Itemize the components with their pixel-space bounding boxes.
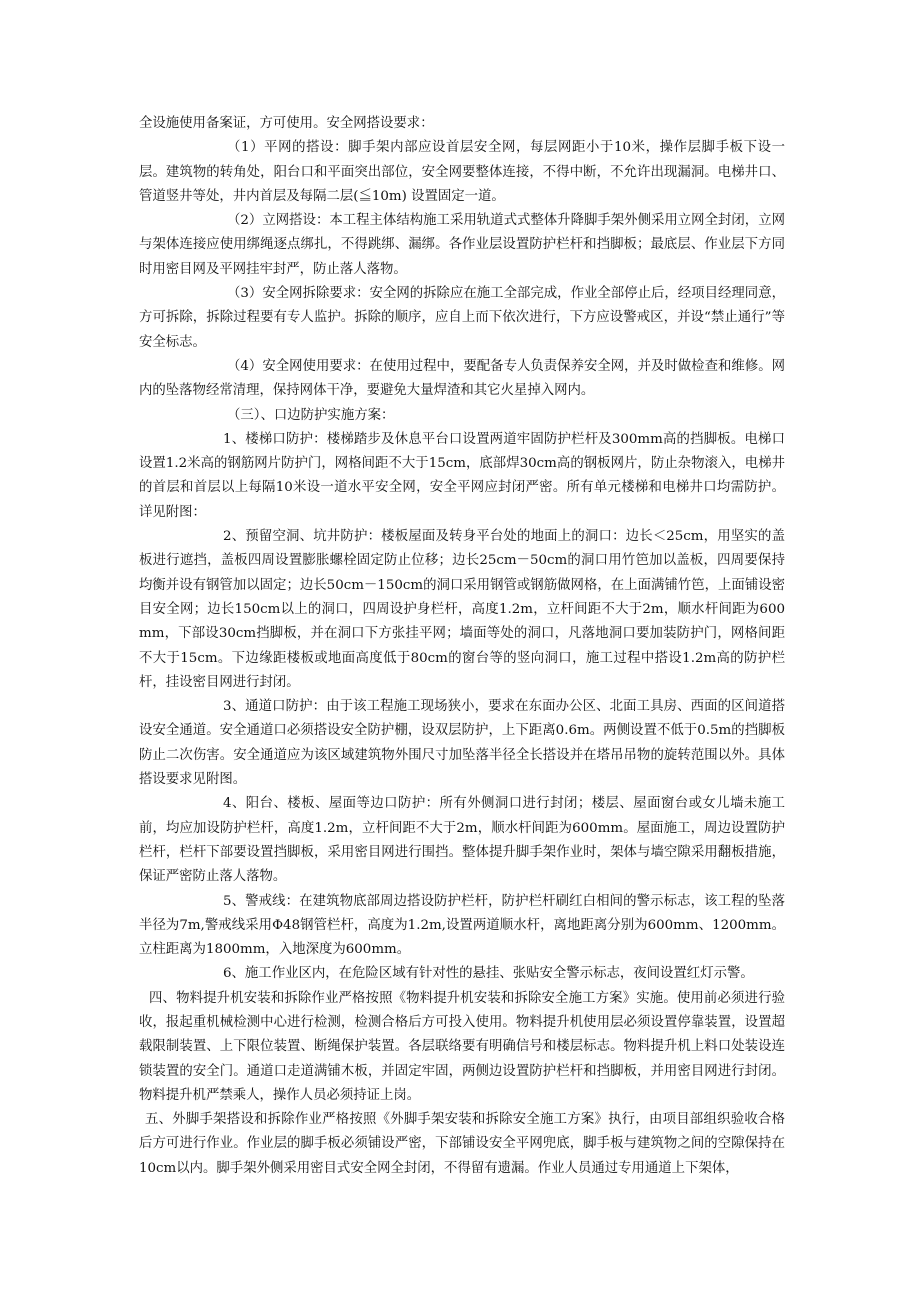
section-heading: （三）、口边防护实施方案：: [227, 407, 395, 423]
edge-protection-paragraph: 4、阳台、楼板、屋面等边口防护：所有外侧洞口进行封闭；楼层、屋面窗台或女儿墙未施工前，均应加设防护栏杆，高度1.2m，立杆间距不大于2m，顺水杆间距为600mm。屋面施工，周边设置防护栏杆，栏杆下部要设置挡脚板，采用密目网进行围挡。整体提升脚手架作业时，架体与墙空隙采用翻板措施，保证严密防止落人落物。: [139, 796, 785, 885]
intro-paragraph: 全设施使用备案证，方可使用。安全网搭设要求：: [139, 116, 434, 131]
scaffold-chapter-paragraph: 五、外脚手架搭设和拆除作业严格按照《外脚手架安装和拆除安全施工方案》执行，由项目部组织验收合格后方可进行作业。作业层的脚手板必须铺设严密，下部铺设安全平网兜底，脚手板与建筑物之间的空隙保持在10cm以内。脚手架外侧采用密目式安全网全封闭，不得留有遗漏。作业人员通过专用通道上下架体，: [139, 1112, 785, 1176]
hoist-chapter-paragraph: 四、物料提升机安装和拆除作业严格按照《物料提升机安装和拆除安全施工方案》实施。使用前必须进行验收，报起重机械检测中心进行检测，检测合格后方可投入使用。物料提升机使用层必须设置停靠装置，设置超载限制装置、上下限位装置、断绳保护装置。各层联络要有明确信号和楼层标志。物料提升机上料口处装设连锁装置的安全门。通道口走道满铺木板，并固定牢固，两侧边设置防护栏杆和挡脚板，并用密目网进行封闭。物料提升机严禁乘人，操作人员必须持证上岗。: [139, 990, 785, 1103]
safety-net-usage-paragraph: （4）安全网使用要求：在使用过程中，要配备专人负责保养安全网，并及时做检查和维修。网内的坠落物经常清理，保持网体干净，要避免大量焊渣和其它火星掉入网内。: [139, 358, 785, 399]
safety-net-removal-paragraph: （3）安全网拆除要求：安全网的拆除应在施工全部完成，作业全部停止后，经项目经理同意，方可拆除，拆除过程要有专人监护。拆除的顺序，应自上而下依次进行，下方应设警戒区，并设“禁止通行”等安全标志。: [139, 286, 785, 350]
passage-protection-paragraph: 3、通道口防护：由于该工程施工现场狭小，要求在东面办公区、北面工具房、西面的区间道搭设安全通道。安全通道口必须搭设安全防护棚，设双层防护，上下距离0.6m。两侧设置不低于0.5m的挡脚板防止二次伤害。安全通道应为该区域建筑物外围尺寸加坠落半径全长搭设并在塔吊吊物的旋转范围以外。具体搭设要求见附图。: [139, 699, 785, 788]
warning-line-paragraph: 5、警戒线：在建筑物底部周边搭设防护栏杆，防护栏杆刷红白相间的警示标志，该工程的坠落半径为7m,警戒线采用Φ48钢管栏杆，高度为1.2m,设置两道顺水杆，离地距离分别为600mm、1200mm。立柱距离为1800mm，入地深度为600mm。: [139, 893, 785, 958]
stair-protection-paragraph: 1、楼梯口防护：楼梯踏步及休息平台口设置两道牢固防护栏杆及300mm高的挡脚板。电梯口设置1.2米高的钢筋网片防护门，网格间距不大于15cm，底部焊30cm高的钢板网片，防止杂物滚入，电梯井的首层和首层以上每隔10米设一道水平安全网，安全平网应封闭严密。所有单元楼梯和电梯井口均需防护。详见附图：: [139, 431, 785, 520]
safety-net-flat-paragraph: （1）平网的搭设：脚手架内部应设首层安全网，每层网距小于10米，操作层脚手板下设一层。建筑物的转角处，阳台口和平面突出部位，安全网要整体连接，不得中断，不允许出现漏洞。电梯井口、管道竖井等处，井内首层及每隔二层(≦10m) 设置固定一道。: [139, 140, 785, 204]
work-zone-paragraph: 6、施工作业区内，在危险区域有针对性的悬挂、张贴安全警示标志，夜间设置红灯示警。: [223, 966, 754, 982]
safety-net-vertical-paragraph: （2）立网搭设：本工程主体结构施工采用轨道式式整体升降脚手架外侧采用立网全封闭，立网与架体连接应使用绑绳逐点绑扎，不得跳绑、漏绑。各作业层设置防护栏杆和挡脚板；最底层、作业层下方同时用密目网及平网挂牢封严，防止落人落物。: [139, 213, 785, 277]
hole-protection-paragraph: 2、预留空洞、坑井防护：楼板屋面及转身平台处的地面上的洞口：边长＜25cm，用坚实的盖板进行遮挡，盖板四周设置膨胀螺栓固定防止位移；边长25cm－50cm的洞口用竹笆加以盖板，四周要保持均衡并设有钢管加以固定；边长50cm－150cm的洞口采用钢管或钢筋做网格，在上面满铺竹笆，上面铺设密目安全网；边长150cm以上的洞口，四周设护身栏杆，高度1.2m，立杆间距不大于2m，顺水杆间距为600mm，下部设30cm挡脚板，并在洞口下方张挂平网；墙面等处的洞口，凡落地洞口要加装防护门，网格间距不大于15cm。下边缘距楼板或地面高度低于80cm的窗台等的竖向洞口，施工过程中搭设1.2m高的防护栏杆，挂设密目网进行封闭。: [139, 529, 785, 690]
document-page: [139, 112, 785, 1181]
